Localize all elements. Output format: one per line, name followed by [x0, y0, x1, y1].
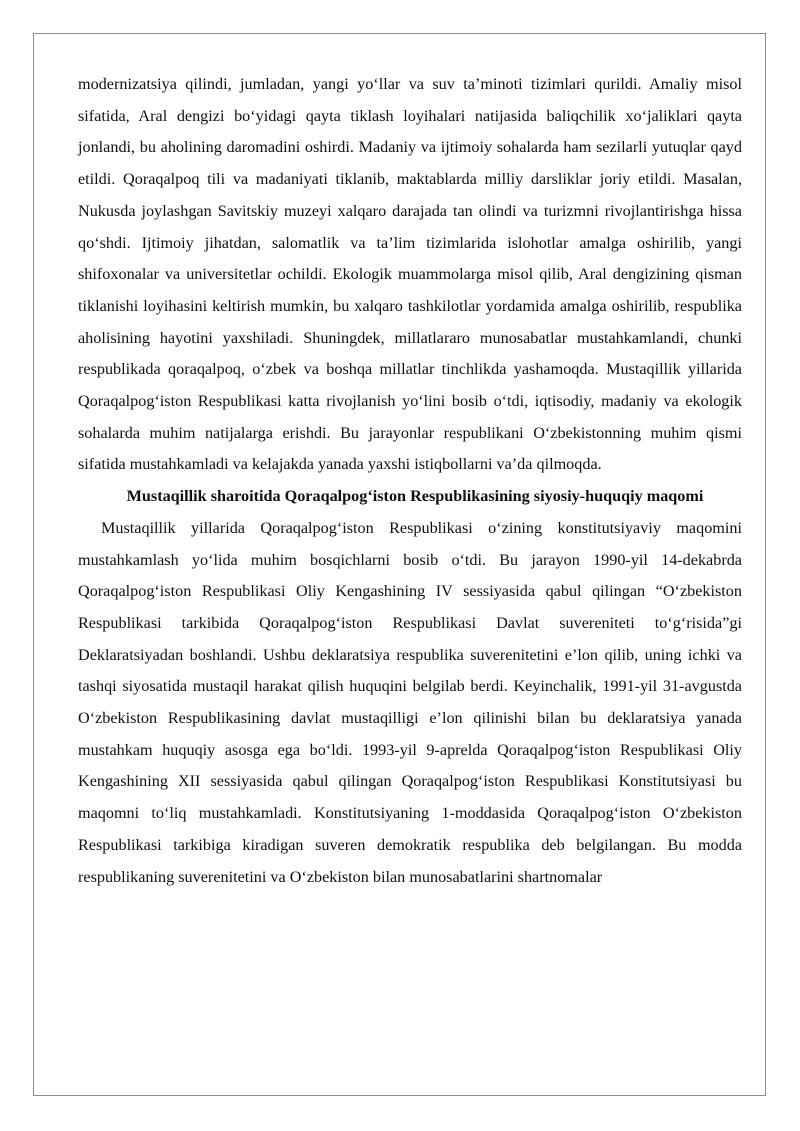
document-body — [78, 69, 742, 893]
body-paragraph-1: modernizatsiya qilindi, jumladan, yangi yoʻllar va suv taʼminoti tizimlari qurildi. Amaliy misol sifatida, Aral dengizi boʻyidagi qayta tiklash loyihalari natijasida baliqchilik xoʻjaliklari qayta jonlandi, bu aholining daromadini oshirdi. Madaniy va ijtimoiy sohalarda ham sezilarli yutuqlar qayd etildi. Qoraqalpoq tili va madaniyati tiklanib, maktablarda milliy darsliklar joriy etildi. Masalan, Nukusda joylashgan Savitskiy muzeyi xalqaro darajada tan olindi va turizmni rivojlantirishga hissa qoʻshdi. Ijtimoiy jihatdan, salomatlik va taʼlim tizimlarida islohotlar amalga oshirilib, yangi shifoxonalar va universitetlar ochildi. Ekologik muammolarga misol qilib, Aral dengizining qisman tiklanishi loyihasini keltirish mumkin, bu xalqaro tashkilotlar yordamida amalga oshirilib, respublika aholisining hayotini yaxshiladi. Shuningdek, millatlararo munosabatlar mustahkamlandi, chunki respublikada qoraqalpoq, oʻzbek va boshqa millatlar tinchlikda yashamoqda. Mustaqillik yillarida Qoraqalpogʻiston Respublikasi katta rivojlanish yoʻlini bosib oʻtdi, iqtisodiy, madaniy va ekologik sohalarda muhim natijalarga erishdi. Bu jarayonlar respublikani Oʻzbekistonning muhim qismi sifatida mustahkamladi va kelajakda yanada yaxshi istiqbollarni vaʼda qilmoqda. — [78, 75, 742, 474]
section-heading: Mustaqillik sharoitida Qoraqalpogʻiston Respublikasining siyosiy-huquqiy maqomi — [126, 487, 704, 506]
body-paragraph-2: Mustaqillik yillarida Qoraqalpogʻiston Respublikasi oʻzining konstitutsiyaviy maqomini mustahkamlash yoʻlida muhim bosqichlarni bosib oʻtdi. Bu jarayon 1990-yil 14-dekabrda Qoraqalpogʻiston Respublikasi Oliy Kengashining IV sessiyasida qabul qilingan “Oʻzbekiston Respublikasi tarkibida Qoraqalpogʻiston Respublikasi Davlat suvereniteti toʻgʻrisida”gi Deklaratsiyadan boshlandi. Ushbu deklaratsiya respublika suverenitetini eʼlon qilib, uning ichki va tashqi siyosatida mustaqil harakat qilish huquqini belgilab berdi. Keyinchalik, 1991-yil 31-avgustda Oʻzbekiston Respublikasining davlat mustaqilligi eʼlon qilinishi bilan bu deklaratsiya yanada mustahkam huquqiy asosga ega boʻldi. 1993-yil 9-aprelda Qoraqalpogʻiston Respublikasi Oliy Kengashining XII sessiyasida qabul qilingan Qoraqalpogʻiston Respublikasi Konstitutsiyasi bu maqomni toʻliq mustahkamladi. Konstitutsiyaning 1-moddasida Qoraqalpogʻiston Oʻzbekiston Respublikasi tarkibiga kiradigan suveren demokratik respublika deb belgilangan. Bu modda respublikaning suverenitetini va Oʻzbekiston bilan munosabatlarini shartnomalar — [78, 518, 742, 886]
